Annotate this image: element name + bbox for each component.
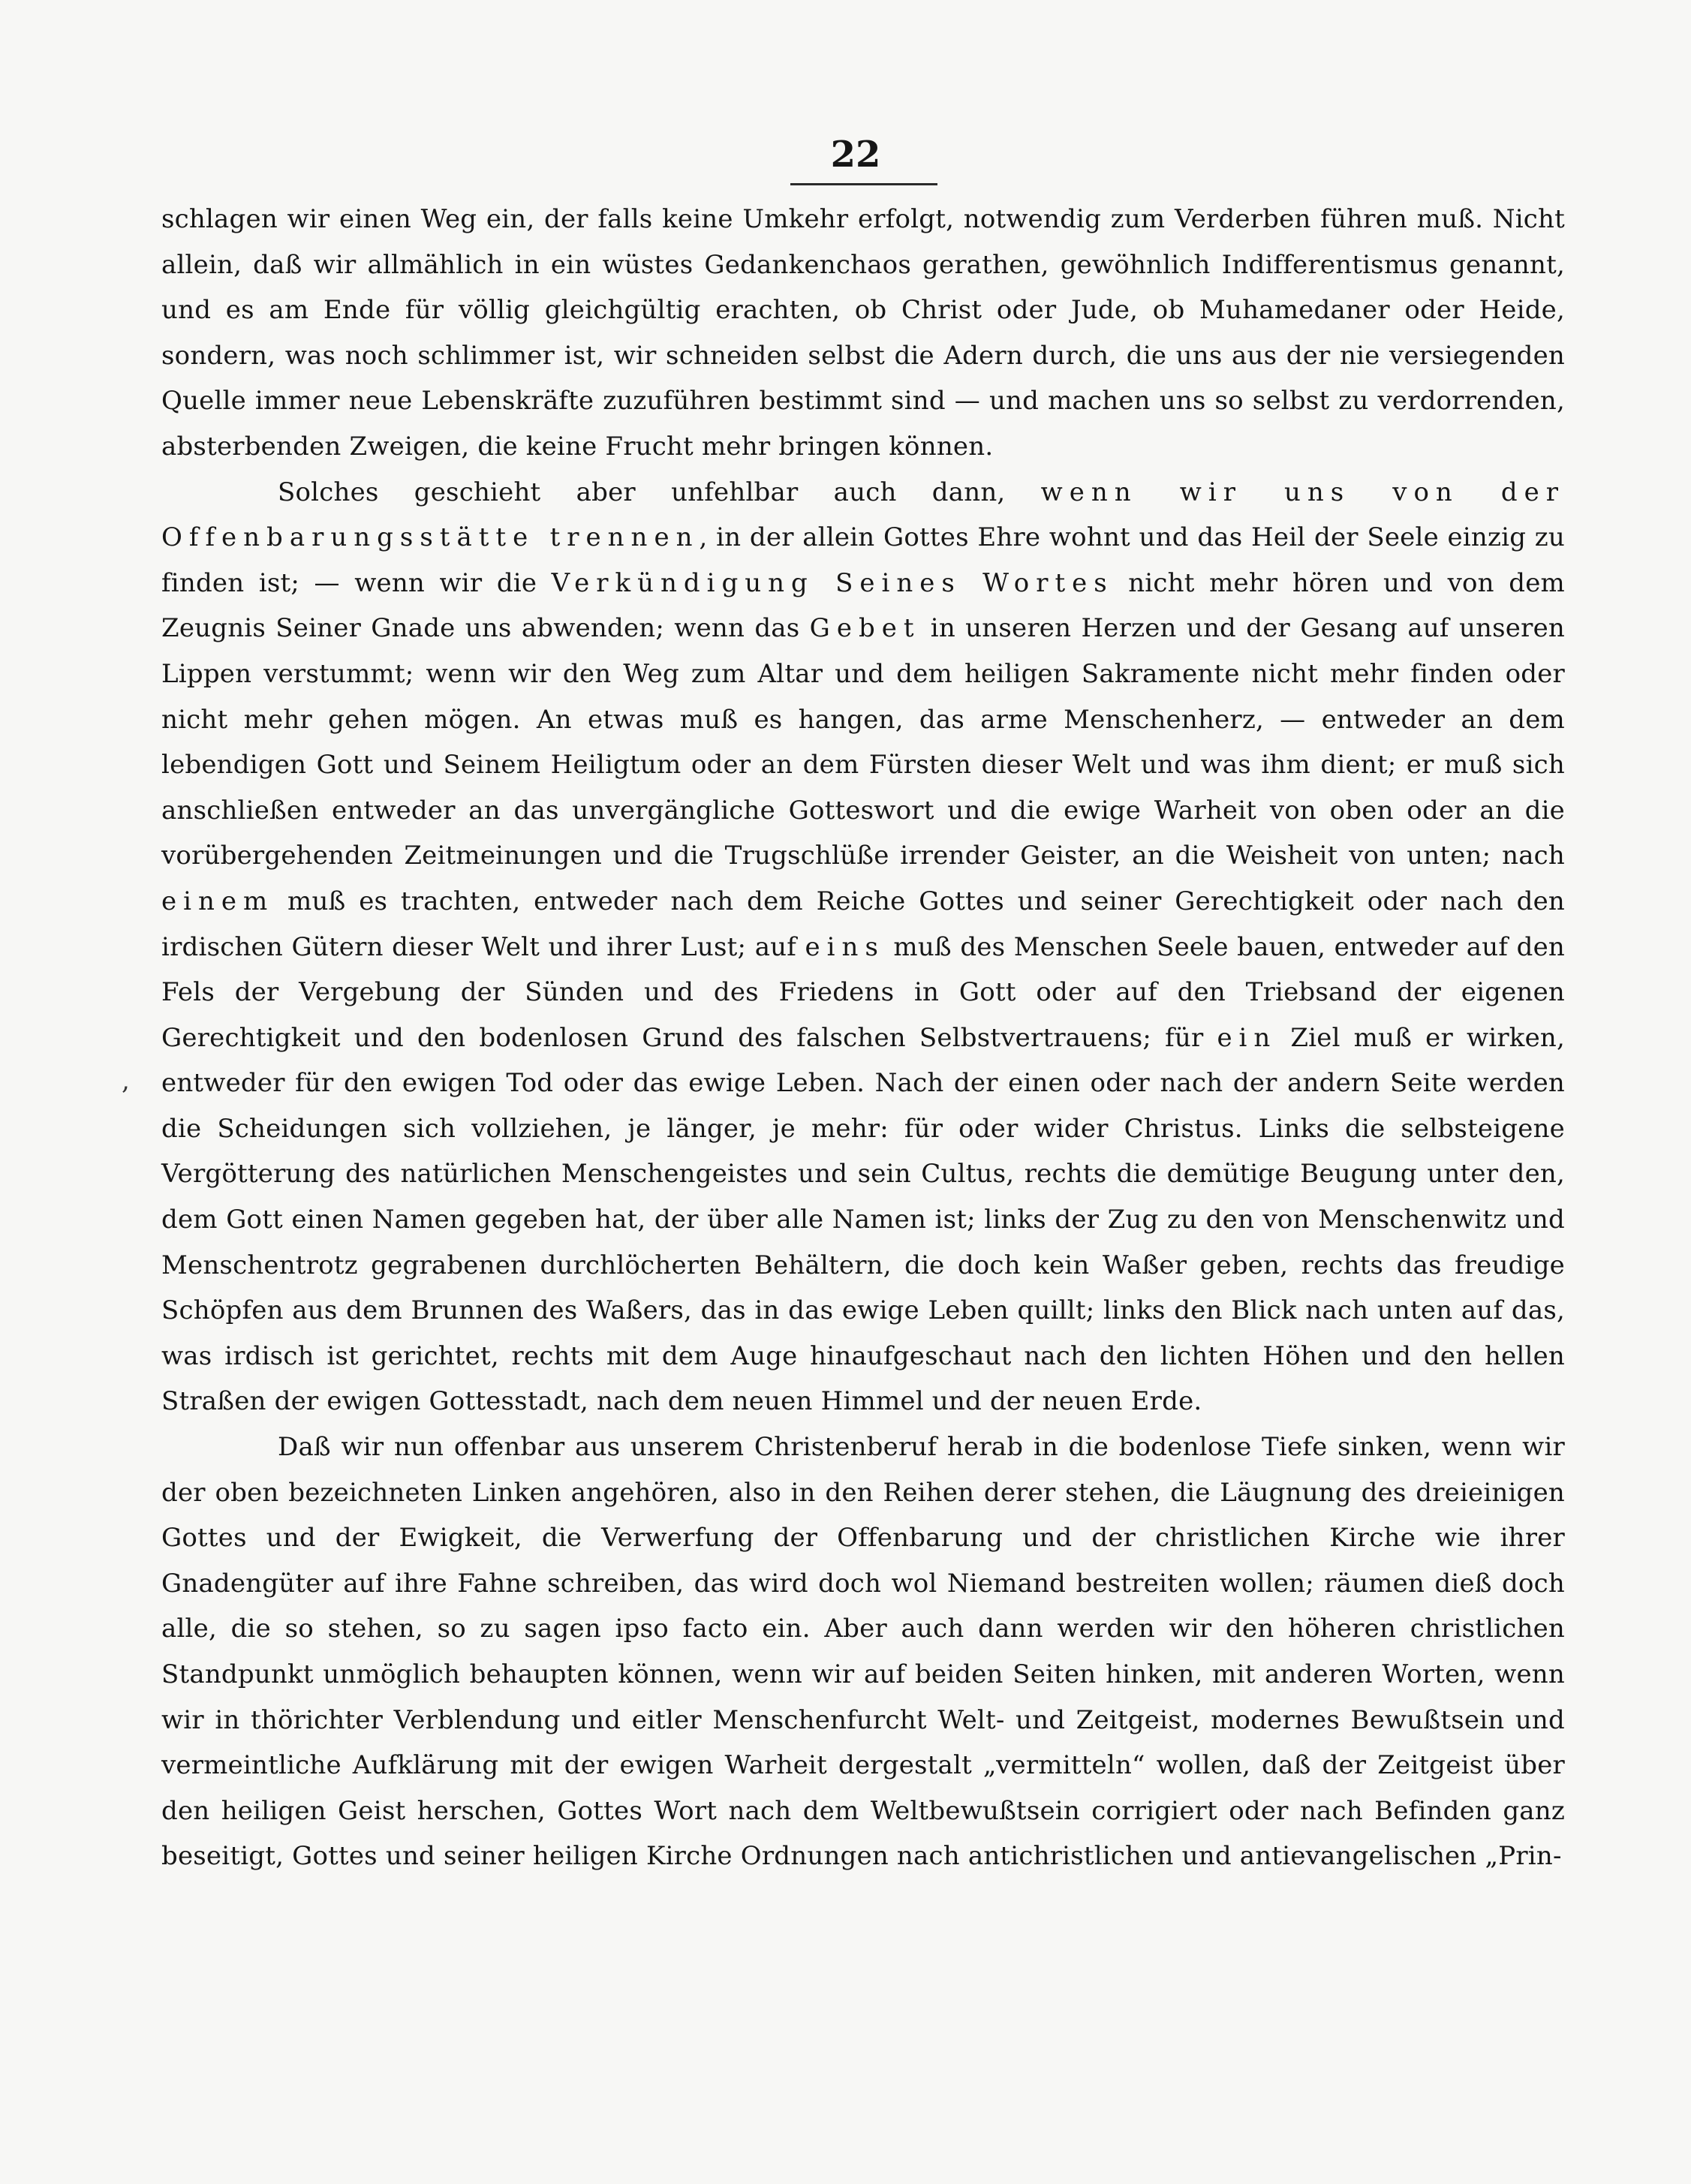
paragraph-2-text: nicht mehr hören und von dem Zeugnis Seiner Gnade uns abwenden; wenn das bbox=[161, 567, 1565, 644]
paragraph-2-text: , in der allein Gottes Ehre wohnt und das Heil der Seele einzig zu finden ist; — wenn wir die bbox=[161, 522, 1565, 598]
paragraph-2-text: Ziel muß er wirken, entweder für den ewigen Tod oder das ewige Leben. Nach der einen oder nach der andern Seite werden die Scheidungen sich vollziehen, je länger, je mehr: für oder wider Christus. Links die selbsteigene Vergötterung des natürlichen Menschengeistes und sein Cultus, rechts die demütige Beugung unter den, dem Gott einen Namen gegeben hat, der über alle Namen ist; links der Zug zu den von Menschenwitz und Menschentrotz gegrabenen durchlöcherten Behältern, die doch kein Waßer geben, rechts das freudige Schöpfen aus dem Brunnen des Waßers, das in das ewige Leben quillt; links den Blick nach unten auf das, was irdisch ist gerichtet, rechts mit dem Auge hinaufgeschaut nach den lichten Höhen und den hellen Straßen der ewigen Gottesstadt, nach dem neuen Himmel und der neuen Erde. bbox=[161, 1022, 1565, 1417]
emphasis-verkuendigung: Verkündigung Seines Wortes bbox=[551, 567, 1114, 598]
paragraph-3: Daß wir nun offenbar aus unserem Christenberuf herab in die bodenlose Tiefe sinken, wenn wir der oben bezeichneten Linken angehören, also in den Reihen derer stehen, die Läugnung des dreieinigen Gottes und der Ewigkeit, die Verwerfung der Offenbarung und der christlichen Kirche wie ihrer Gnadengüter auf ihre Fahne schreiben, das wird doch wol Niemand bestreiten wollen; räumen dieß doch alle, die so stehen, so zu sagen ipso facto ein. Aber auch dann werden wir den höheren christlichen Standpunkt unmöglich behaupten können, wenn wir auf beiden Seiten hinken, mit anderen Worten, wenn wir in thörichter Verblendung und eitler Menschenfurcht Welt- und Zeitgeist, modernes Bewußtsein und vermeintliche Aufklärung mit der ewigen Warheit dergestalt „vermitteln“ wollen, daß der Zeitgeist über den heiligen Geist herschen, Gottes Wort nach dem Weltbewußtsein corrigiert oder nach Befinden ganz beseitigt, Gottes und seiner heiligen Kirche Ordnungen nach antichristlichen und antievangelischen „Prin- bbox=[161, 1432, 1565, 1872]
margin-mark: , bbox=[122, 1066, 130, 1096]
body-text bbox=[161, 197, 1565, 1879]
paragraph-2-text: in unseren Herzen und der Gesang auf unseren Lippen verstummt; wenn wir den Weg zum Altar und dem heiligen Sakramente nicht mehr finden oder nicht mehr gehen mögen. An etwas muß es hangen, das arme Menschenherz, — entweder an dem lebendigen Gott und Seinem Heiligtum oder an dem Fürsten dieser Welt und was ihm dient; er muß sich anschließen entweder an das unvergängliche Gotteswort und die ewige Warheit von oben oder an die vorübergehenden Zeitmeinungen und die Trugschlüße irrender Geister, an die Weisheit von unten; nach bbox=[161, 613, 1565, 871]
emphasis-gebet: Gebet bbox=[809, 613, 921, 644]
paragraph-2-text: muß des Menschen Seele bauen, entweder auf den Fels der Vergebung der Sünden und des Friedens in Gott oder auf den Triebsand der eigenen Gerechtigkeit und den bodenlosen Grund des falschen Selbstvertrauens; für bbox=[161, 931, 1565, 1053]
emphasis-einem: einem bbox=[161, 886, 275, 916]
paragraph-2-text: Solches geschieht aber unfehlbar auch dann, bbox=[278, 477, 1041, 507]
paragraph-2-text: muß es trachten, entweder nach dem Reiche Gottes und seiner Gerechtigkeit oder nach den irdischen Gütern dieser Welt und ihrer Lust; auf bbox=[161, 886, 1565, 962]
emphasis-eins: eins bbox=[805, 931, 885, 962]
header-rule bbox=[790, 183, 937, 185]
paragraph-1: schlagen wir einen Weg ein, der falls keine Umkehr erfolgt, notwendig zum Verderben führen muß. Nicht allein, daß wir allmählich in ein wüstes Gedankenchaos gerathen, gewöhnlich Indifferentismus genannt, und es am Ende für völlig gleichgültig erachten, ob Christ oder Jude, ob Muhamedaner oder Heide, sondern, was noch schlimmer ist, wir schneiden selbst die Adern durch, die uns aus der nie versiegenden Quelle immer neue Lebenskräfte zuzuführen bestimmt sind — und machen uns so selbst zu verdorrenden, absterbenden Zweigen, die keine Frucht mehr bringen können. bbox=[161, 204, 1565, 462]
paragraph-2 bbox=[161, 470, 1565, 1424]
emphasis-ein: ein bbox=[1217, 1022, 1277, 1053]
emphasis-offenbarungsstaette: wenn wir uns von der Offenbarungsstätte trennen bbox=[161, 477, 1565, 553]
page-number: 22 bbox=[830, 134, 881, 176]
